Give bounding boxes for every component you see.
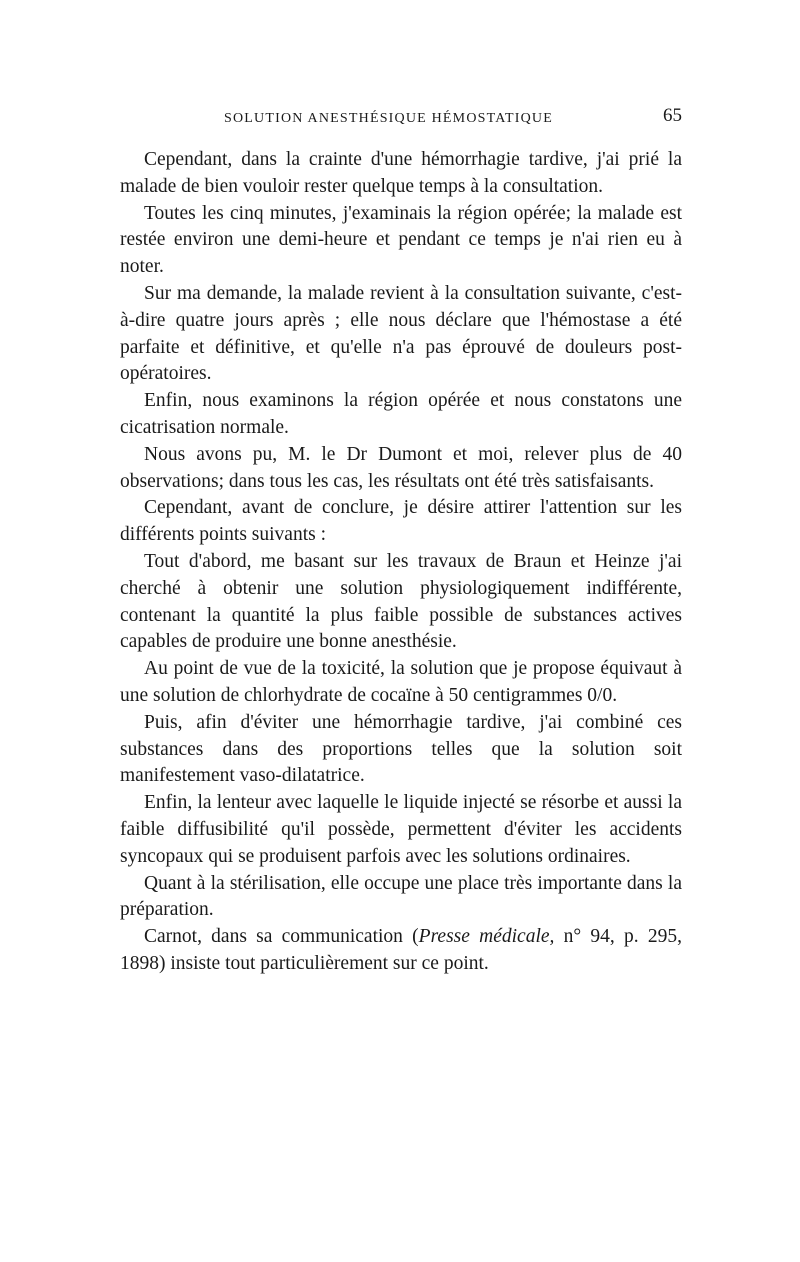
paragraph: Sur ma demande, la malade revient à la consultation suivante, c'est-à-dire quatre jours après ; elle nous déclare que l'hémostase a été parfaite et définitive, et qu'elle n'a pas éprouvé de douleurs post-opératoires. <box>120 282 682 385</box>
running-header <box>120 105 682 139</box>
running-title: SOLUTION ANESTHÉSIQUE HÉMOSTATIQUE <box>224 111 553 126</box>
paragraph-last <box>120 924 682 978</box>
paragraph: Enfin, la lenteur avec laquelle le liquide injecté se résorbe et aussi la faible diffusibilité qu'il possède, permettent d'éviter les accidents syncopaux qui se produisent parfois avec les solutions ordinaires. <box>120 792 682 867</box>
paragraph: Au point de vue de la toxicité, la solution que je propose équivaut à une solution de chlorhydrate de cocaïne à 50 centigrammes 0/0. <box>120 658 682 706</box>
paragraph: Cependant, dans la crainte d'une hémorrhagie tardive, j'ai prié la malade de bien vouloir rester quelque temps à la consultation. <box>120 149 682 197</box>
body-text <box>120 147 682 978</box>
paragraph: Quant à la stérilisation, elle occupe une place très importante dans la préparation. <box>120 872 682 921</box>
paragraph: Puis, afin d'éviter une hémorrhagie tardive, j'ai combiné ces substances dans des proportions telles que la solution soit manifestement vaso-dilatatrice. <box>120 711 682 787</box>
paragraph: Tout d'abord, me basant sur les travaux de Braun et Heinze j'ai cherché à obtenir une solution physiologiquement indifférente, contenant la quantité la plus faible possible de substances actives capables de produire une bonne anesthésie. <box>120 550 682 653</box>
paragraph: Toutes les cinq minutes, j'examinais la région opérée; la malade est restée environ une demi-heure et pendant ce temps je n'ai rien eu à noter. <box>120 202 682 278</box>
paragraph: Enfin, nous examinons la région opérée et nous constatons une cicatrisation normale. <box>120 390 682 438</box>
citation-tail: n° 94, p. 295, 1898) insiste tout particulièrement sur ce point. <box>120 926 682 974</box>
paragraph: Cependant, avant de conclure, je désire attirer l'attention sur les différents points suivants : <box>120 497 682 546</box>
citation-lead: Carnot, dans sa communication ( <box>144 926 419 948</box>
book-page <box>120 105 682 978</box>
paragraph: Nous avons pu, M. le Dr Dumont et moi, relever plus de 40 observations; dans tous les cas, les résultats ont été très satisfaisants. <box>120 443 682 492</box>
page-number: 65 <box>663 105 682 126</box>
journal-title: Presse médicale, <box>418 926 555 948</box>
